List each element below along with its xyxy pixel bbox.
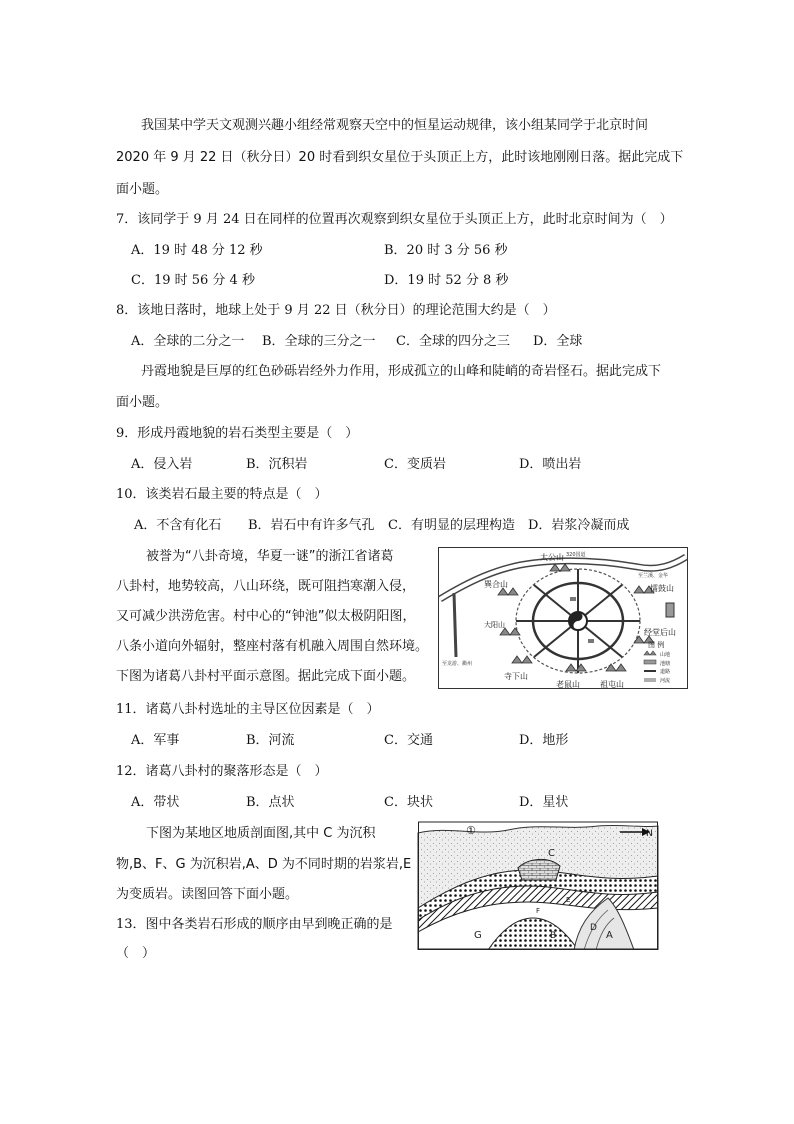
geo-label-b: B xyxy=(550,931,557,941)
question-8-option-a: A．全球的二分之一 xyxy=(131,334,245,349)
map-mountain-bottom-right: 祖屯山 xyxy=(600,680,624,689)
geo-label-a: A xyxy=(606,930,613,941)
geologic-cross-section xyxy=(408,818,660,950)
question-9-option-c: C．变质岩 xyxy=(384,457,446,472)
geo-label-d: D xyxy=(590,923,597,933)
question-10-option-b: B．岩石中有许多气孔 xyxy=(248,518,375,533)
intro-1-line-3: 面小题。 xyxy=(116,182,169,197)
intro-1-line-1: 我国某中学天文观测兴趣小组经常观察天空中的恒星运动规律，该小组某同学于北京时间 xyxy=(141,118,649,133)
question-9-option-b: B．沉积岩 xyxy=(246,457,308,472)
question-10-option-a: A．不含有化石 xyxy=(134,518,222,533)
question-12-option-d: D．星状 xyxy=(519,795,569,810)
question-8-stem: 8．该地日落时，地球上处于 9 月 22 日（秋分日）的理论范围大约是（ ） xyxy=(116,303,556,318)
map-legend-item-2: 池塘 xyxy=(660,661,671,667)
geo-circle-label: ① xyxy=(466,824,476,837)
intro-3-line-5: 下图为诸葛八卦村平面示意图。据此完成下面小题。 xyxy=(116,669,416,684)
question-11-option-b: B．河流 xyxy=(246,733,295,748)
intro-2-line-1: 丹霞地貌是巨厚的红色砂砾岩经外力作用，形成孤立的山峰和陡峭的奇岩怪石。据此完成下 xyxy=(141,364,662,379)
geo-label-g: G xyxy=(474,930,482,941)
intro-2-line-2: 面小题。 xyxy=(116,395,169,410)
intro-4-line-2: 物,B、F、G 为沉积岩,A、D 为不同时期的岩浆岩,E xyxy=(116,857,412,872)
map-legend-item-1: 山地 xyxy=(660,652,671,658)
question-7-option-b: B．20 时 3 分 56 秒 xyxy=(384,243,508,258)
question-9-stem: 9．形成丹霞地貌的岩石类型主要是（ ） xyxy=(116,426,359,441)
map-mountain-left-mid: 大阳山 xyxy=(484,621,505,629)
map-legend-item-4: 河流 xyxy=(660,678,671,684)
geo-north-label: N xyxy=(646,829,653,839)
question-10-stem: 10．该类岩石最主要的特点是（ ） xyxy=(116,487,328,502)
question-12-option-a: A．带状 xyxy=(131,795,180,810)
intro-3-line-2: 八卦村，地势较高，八山环绕，既可阻挡寒潮入侵， xyxy=(116,579,416,594)
map-mountain-bottom-left: 寺下山 xyxy=(504,672,528,681)
intro-3-line-1: 被誉为“八卦奇境，华夏一谜”的浙江省诸葛 xyxy=(146,549,394,564)
question-13-paren: （ ） xyxy=(116,946,156,961)
map-legend-item-3: 道路 xyxy=(660,669,671,675)
intro-4-line-1: 下图为某地区地质剖面图,其中 C 为沉积 xyxy=(146,826,376,841)
cross-section-svg xyxy=(408,818,660,950)
geo-label-f: F xyxy=(536,907,541,915)
question-12-option-b: B．点状 xyxy=(246,795,295,810)
intro-4-line-3: 为变质岩。读图回答下面小题。 xyxy=(116,887,299,902)
zhuge-village-map xyxy=(438,547,688,689)
question-7-stem: 7．该同学于 9 月 24 日在同样的位置再次观察到织女星位于头顶正上方，此时北京时间为（ ） xyxy=(116,212,673,227)
geo-label-e: E xyxy=(566,896,571,904)
intro-3-line-3: 又可减少洪涝危害。村中心的“钟池”似太极阴阳图， xyxy=(116,609,416,624)
question-12-option-c: C．块状 xyxy=(384,795,433,810)
question-8-option-c: C．全球的四分之三 xyxy=(396,334,510,349)
question-13-stem: 13．图中各类岩石形成的顺序由早到晚正确的是 xyxy=(116,917,393,932)
intro-3-line-4: 八条小道向外辐射，整座村落有机融入周围自然环境。 xyxy=(116,639,429,654)
question-7-option-a: A．19 时 48 分 12 秒 xyxy=(131,243,263,258)
question-11-stem: 11．诸葛八卦村选址的主导区位因素是（ ） xyxy=(116,702,380,717)
map-road-label: 320国道 xyxy=(566,552,586,558)
question-9-option-a: A．侵入岩 xyxy=(131,457,193,472)
question-12-stem: 12．诸葛八卦村的聚落形态是（ ） xyxy=(116,764,328,779)
map-exit-left-bottom: 至龙游、衢州 xyxy=(442,661,473,667)
question-11-option-a: A．军事 xyxy=(131,733,180,748)
question-9-option-d: D．喷出岩 xyxy=(519,457,582,472)
question-7-option-c: C．19 时 56 分 4 秒 xyxy=(131,273,255,288)
intro-1-line-2: 2020 年 9 月 22 日（秋分日）20 时看到织女星位于头顶正上方，此时该地刚刚日落。据此完成下 xyxy=(116,150,684,165)
question-10-option-d: D．岩浆冷凝而成 xyxy=(528,518,630,533)
map-mountain-left-top: 巽合山 xyxy=(484,580,508,589)
village-map-svg xyxy=(438,547,688,689)
map-mountain-bottom-mid: 老鼠山 xyxy=(556,680,580,689)
question-7-option-d: D．19 时 52 分 8 秒 xyxy=(384,273,509,288)
map-mountain-right-low: 经堂后山 xyxy=(644,628,676,637)
question-10-option-c: C．有明显的层理构造 xyxy=(388,518,515,533)
map-legend-title: 图 例 xyxy=(648,641,665,649)
question-11-option-c: C．交通 xyxy=(384,733,433,748)
geo-label-c: C xyxy=(548,848,555,859)
map-exit-right-top: 至兰溪、金华 xyxy=(638,573,669,579)
map-mountain-right: 擂鼓山 xyxy=(650,584,674,593)
question-8-option-b: B．全球的三分之一 xyxy=(262,334,376,349)
question-11-option-d: D．地形 xyxy=(519,733,569,748)
question-8-option-d: D．全球 xyxy=(533,334,583,349)
map-mountain-top: 太公山 xyxy=(540,553,564,562)
